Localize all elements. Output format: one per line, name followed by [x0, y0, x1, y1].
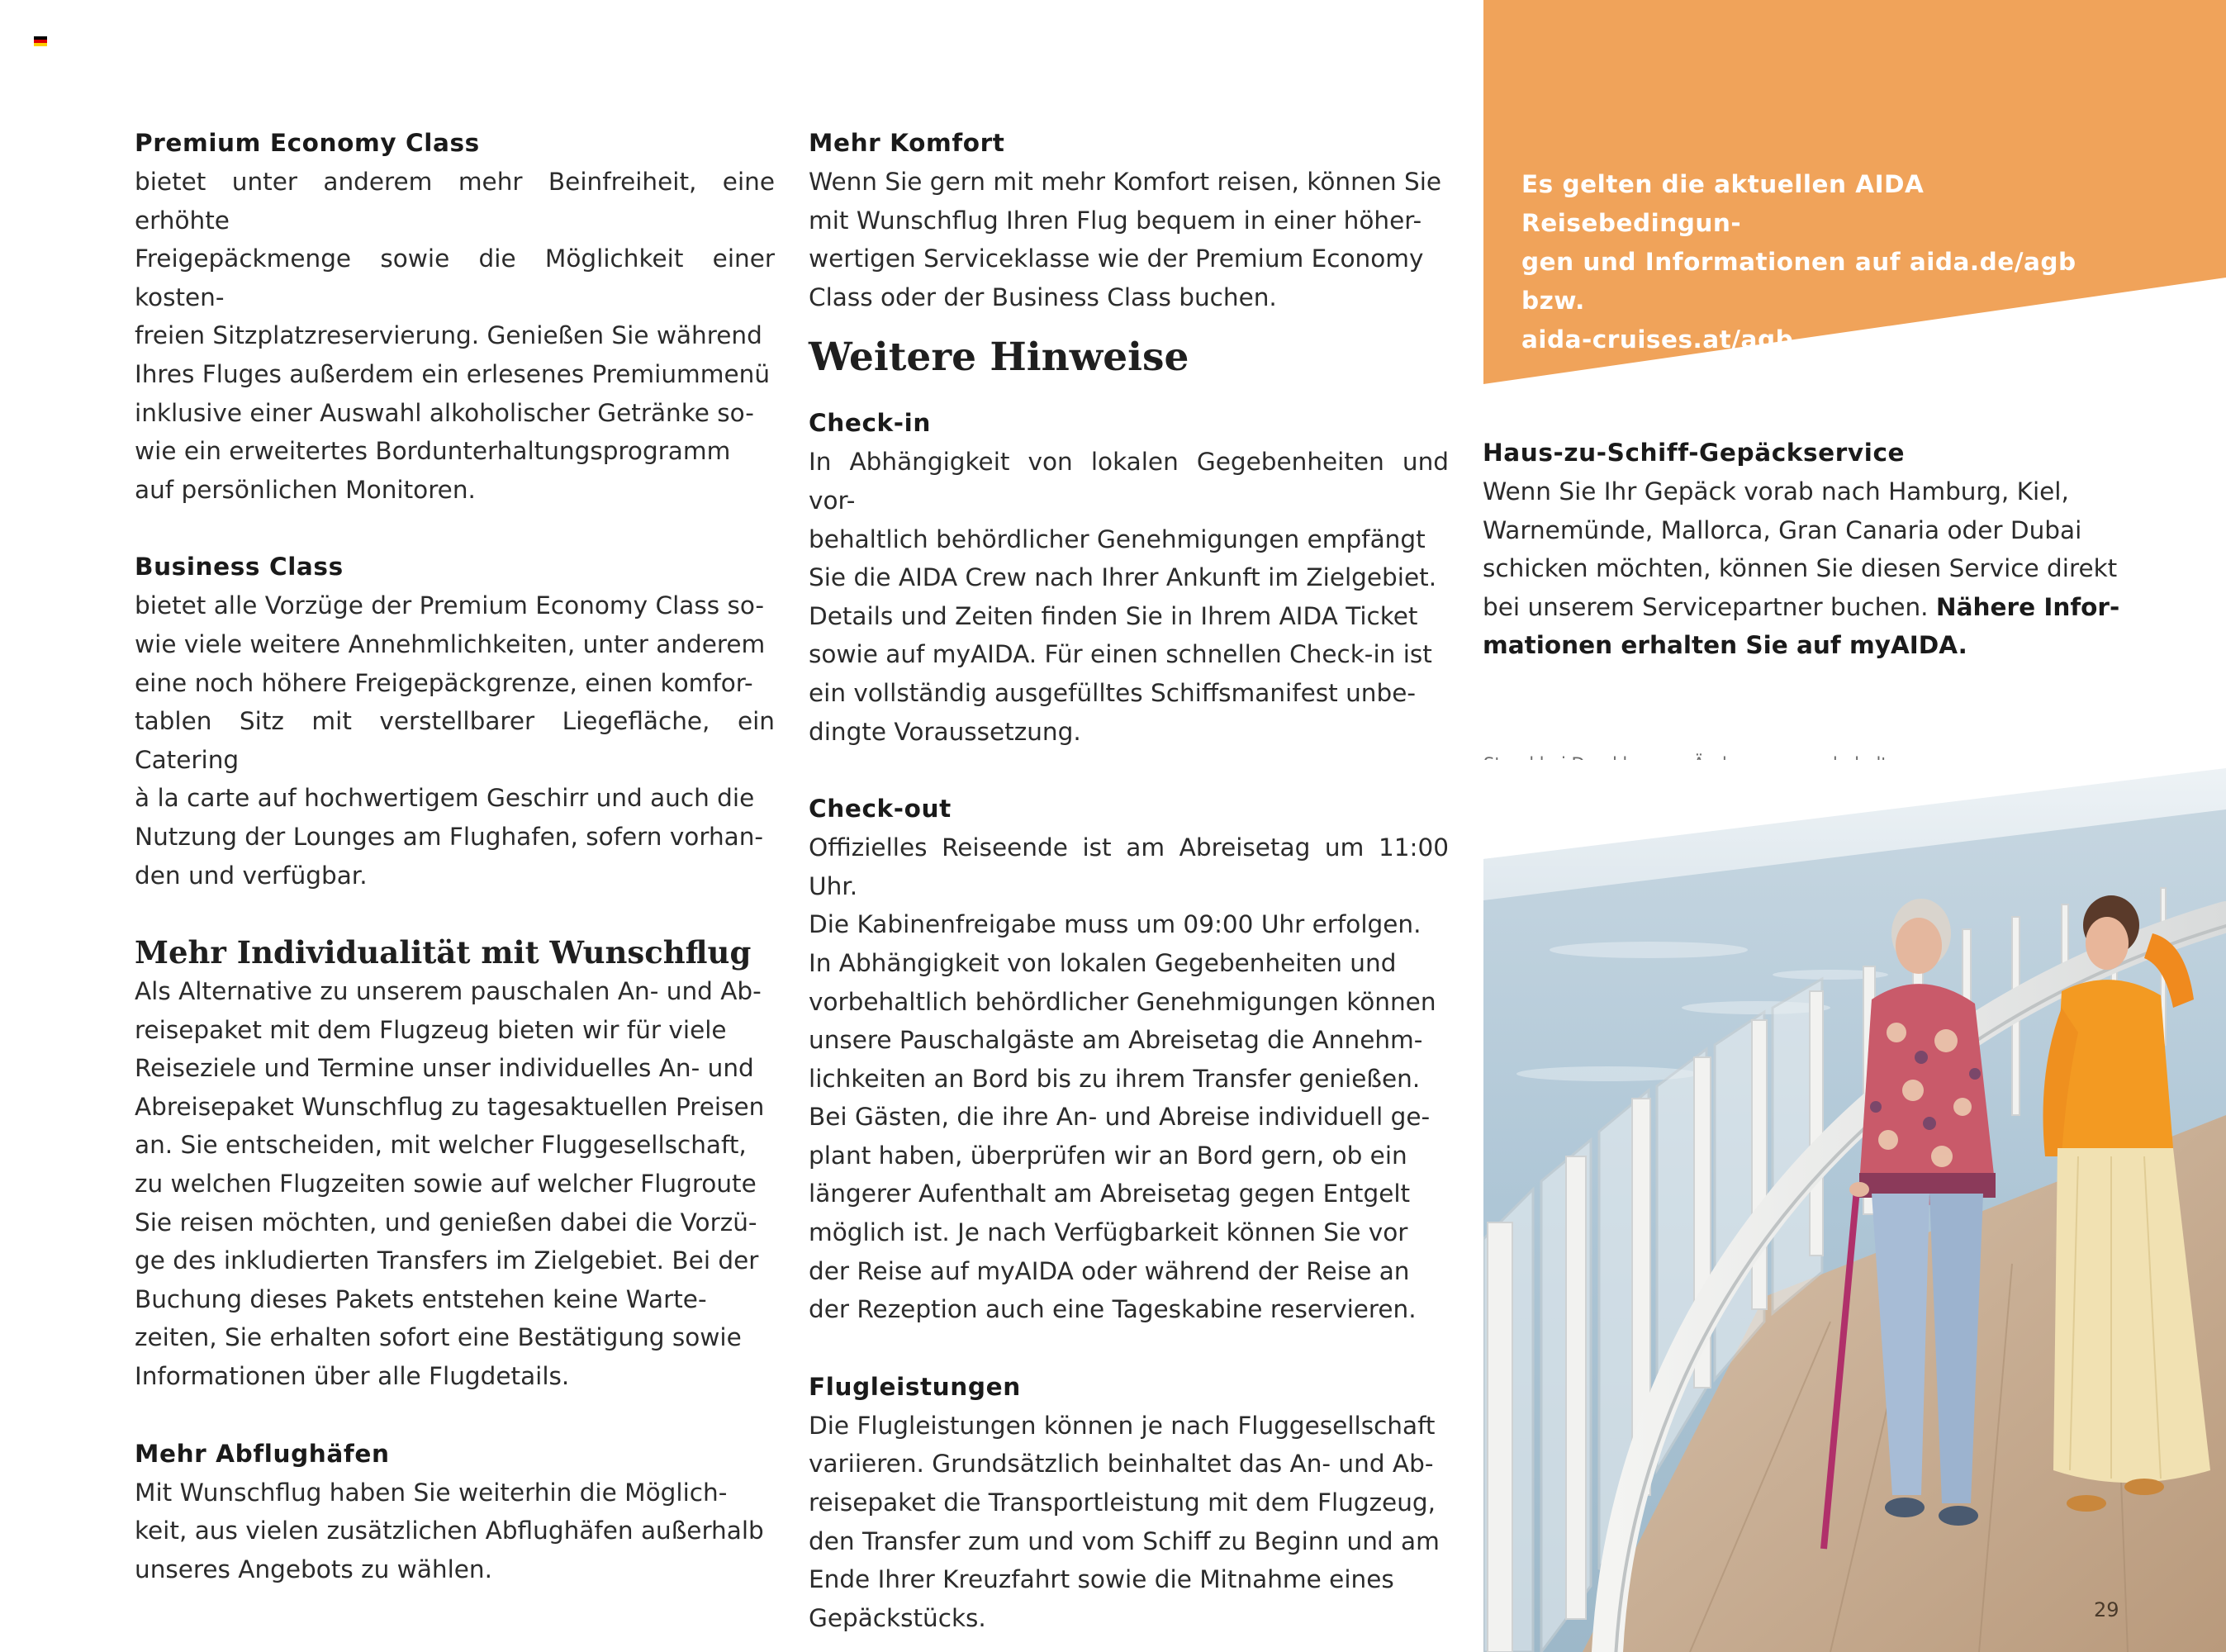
text-line: Sie die AIDA Crew nach Ihrer Ankunft im Zielgebiet.	[809, 563, 1437, 592]
text-line: keit, aus vielen zusätzlichen Abflughäfen außerhalb	[135, 1517, 764, 1545]
text-line: der Rezeption auch eine Tageskabine reservieren.	[809, 1295, 1417, 1324]
flugleistungen-text	[809, 1407, 1449, 1638]
text-line: vorbehaltlich behördlicher Genehmigungen können	[809, 987, 1436, 1016]
text-line: plant haben, überprüfen wir an Bord gern, ob ein	[809, 1141, 1407, 1170]
mehr-komfort-text	[809, 163, 1449, 316]
individualitaet-heading: Mehr Individualität mit Wunschflug	[135, 934, 752, 971]
text-line: unsere Pauschalgäste am Abreisetag die Annehm-	[809, 1026, 1423, 1055]
text-line: Reiseziele und Termine unser individuelles An- und	[135, 1054, 754, 1083]
text-line: Mit Wunschflug haben Sie weiterhin die Möglich-	[135, 1478, 728, 1507]
text-line: Buchung dieses Pakets entstehen keine Warte-	[135, 1284, 707, 1313]
text-line: wie viele weitere Annehmlichkeiten, unter anderem	[135, 629, 766, 658]
text-line: Abreisepaket Wunschflug zu tagesaktuellen Preisen	[135, 1092, 765, 1121]
text-line: wertigen Serviceklasse wie der Premium Economy	[809, 244, 1424, 273]
text-line: zu welchen Flugzeiten sowie auf welcher Flugroute	[135, 1170, 757, 1199]
text-line: Als Alternative zu unserem pauschalen An- und Ab-	[135, 977, 762, 1006]
text-line: reisepaket mit dem Flugzeug bieten wir für viele	[135, 1015, 727, 1044]
text-line: möglich ist. Je nach Verfügbarkeit können Sie vor	[809, 1218, 1408, 1247]
text-line: mit Wunschflug Ihren Flug bequem in einer höher-	[809, 206, 1422, 235]
abflughaefen-heading: Mehr Abflughäfen	[135, 1439, 390, 1468]
text-line: Warnemünde, Mallorca, Gran Canaria oder Dubai	[1483, 515, 2082, 544]
column-middle	[809, 124, 1449, 1637]
text-line: behaltlich behördlicher Genehmigungen empfängt	[809, 525, 1426, 553]
text-line: den und verfügbar.	[135, 861, 368, 890]
column-right	[1483, 434, 2123, 665]
individualitaet-text	[135, 972, 775, 1396]
premium-economy-heading: Premium Economy Class	[135, 129, 480, 157]
abflughaefen-text	[135, 1474, 775, 1589]
myaida-info-link-cont[interactable]: mationen erhalten Sie auf myAIDA.	[1483, 631, 1967, 660]
business-class-text	[135, 586, 775, 895]
gepaeckservice-line-4: bei unserem Servicepartner buchen. Nähere Infor-	[1483, 592, 2120, 621]
text-line: Bei Gästen, die ihre An- und Abreise individuell ge-	[809, 1103, 1431, 1132]
text-line: Informationen über alle Flugdetails.	[135, 1362, 570, 1391]
text-line: aida-cruises.at/agb	[1521, 325, 1794, 354]
text-line: Details und Zeiten finden Sie in Ihrem AIDA Ticket	[809, 601, 1418, 630]
check-out-heading: Check-out	[809, 795, 952, 824]
text-line: unseres Angebots zu wählen.	[135, 1555, 493, 1583]
text-line: längerer Aufenthalt am Abreisetag gegen Entgelt	[809, 1180, 1411, 1208]
text-line: Die Flugleistungen können je nach Fluggesellschaft	[809, 1411, 1436, 1440]
myaida-info-link[interactable]: Nähere Infor-	[1935, 592, 2120, 621]
text-line: bietet alle Vorzüge der Premium Economy Class so-	[135, 591, 765, 620]
text-line: tablen Sitz mit verstellbarer Liegefläche, ein Catering	[135, 707, 775, 774]
text-line: schicken möchten, können Sie diesen Service direkt	[1483, 554, 2118, 583]
text-line: Ende Ihrer Kreuzfahrt sowie die Mitnahme eines	[809, 1565, 1394, 1594]
text-line: In Abhängigkeit von lokalen Gegebenheiten und	[809, 948, 1397, 977]
text-line: wie ein erweitertes Bordunterhaltungsprogramm	[135, 437, 731, 466]
text-line: gen und Informationen auf aida.de/agb bzw.	[1521, 248, 2076, 315]
text-line: Wenn Sie gern mit mehr Komfort reisen, können Sie	[809, 168, 1442, 196]
text-line: In Abhängigkeit von lokalen Gegebenheiten und vor-	[809, 448, 1449, 515]
premium-economy-text	[135, 163, 775, 509]
text-line: an. Sie entscheiden, mit welcher Fluggesellschaft,	[135, 1131, 747, 1160]
text-line: ein vollständig ausgefülltes Schiffsmanifest unbe-	[809, 678, 1417, 707]
text-line: zeiten, Sie erhalten sofort eine Bestätigung sowie	[135, 1323, 742, 1352]
text-line: Es gelten die aktuellen AIDA Reisebedingun-	[1521, 170, 1925, 237]
page-number: 29	[2094, 1598, 2119, 1621]
text-line: variieren. Grundsätzlich beinhaltet das An- und Ab-	[809, 1450, 1434, 1479]
banner-text	[1521, 165, 2120, 359]
text-line: den Transfer zum und vom Schiff zu Beginn und am	[809, 1526, 1440, 1555]
text-line: sowie auf myAIDA. Für einen schnellen Check-in ist	[809, 640, 1432, 669]
text-line: auf persönlichen Monitoren.	[135, 475, 476, 504]
text-line: lichkeiten an Bord bis zu ihrem Transfer genießen.	[809, 1064, 1421, 1093]
text-line: bietet unter anderem mehr Beinfreiheit, eine erhöhte	[135, 168, 775, 235]
flugleistungen-heading: Flugleistungen	[809, 1372, 1021, 1401]
text-line: dingte Voraussetzung.	[809, 717, 1081, 746]
german-flag-icon	[34, 36, 47, 46]
text-line: Wenn Sie Ihr Gepäck vorab nach Hamburg, Kiel,	[1483, 477, 2069, 506]
check-in-heading: Check-in	[809, 409, 931, 438]
text-line: Class oder der Business Class buchen.	[809, 282, 1277, 311]
mehr-komfort-heading: Mehr Komfort	[809, 129, 1005, 157]
text-line: à la carte auf hochwertigem Geschirr und auch die	[135, 784, 755, 813]
weitere-hinweise-heading: Weitere Hinweise	[809, 335, 1189, 381]
check-in-text	[809, 443, 1449, 751]
deck-photo	[1483, 760, 2226, 1652]
text-line: Freigepäckmenge sowie die Möglichkeit einer kosten-	[135, 244, 775, 311]
gepaeckservice-heading: Haus-zu-Schiff-Gepäckservice	[1483, 439, 1906, 467]
business-class-heading: Business Class	[135, 553, 344, 582]
text-line: freien Sitzplatzreservierung. Genießen Sie während	[135, 321, 762, 350]
text-line: inklusive einer Auswahl alkoholischer Getränke so-	[135, 398, 754, 427]
text-line: Sie reisen möchten, und genießen dabei die Vorzü-	[135, 1208, 757, 1237]
text-line: der Reise auf myAIDA oder während der Reise an	[809, 1256, 1410, 1285]
check-out-text	[809, 828, 1449, 1329]
text-line: Gepäckstücks.	[809, 1603, 986, 1632]
text-line: Nutzung der Lounges am Flughafen, sofern vorhan-	[135, 822, 764, 851]
text-line: eine noch höhere Freigepäckgrenze, einen komfor-	[135, 668, 753, 697]
text-line: Ihres Fluges außerdem ein erlesenes Premiummenü	[135, 359, 771, 388]
text-line: Offizielles Reiseende ist am Abreisetag um 11:00 Uhr.	[809, 833, 1449, 900]
column-left	[135, 124, 775, 1588]
text-line: reisepaket die Transportleistung mit dem Flugzeug,	[809, 1488, 1436, 1517]
gepaeckservice-text	[1483, 472, 2123, 665]
text-line: ge des inkludierten Transfers im Zielgebiet. Bei der	[135, 1246, 759, 1275]
text-line: Die Kabinenfreigabe muss um 09:00 Uhr erfolgen.	[809, 910, 1422, 939]
